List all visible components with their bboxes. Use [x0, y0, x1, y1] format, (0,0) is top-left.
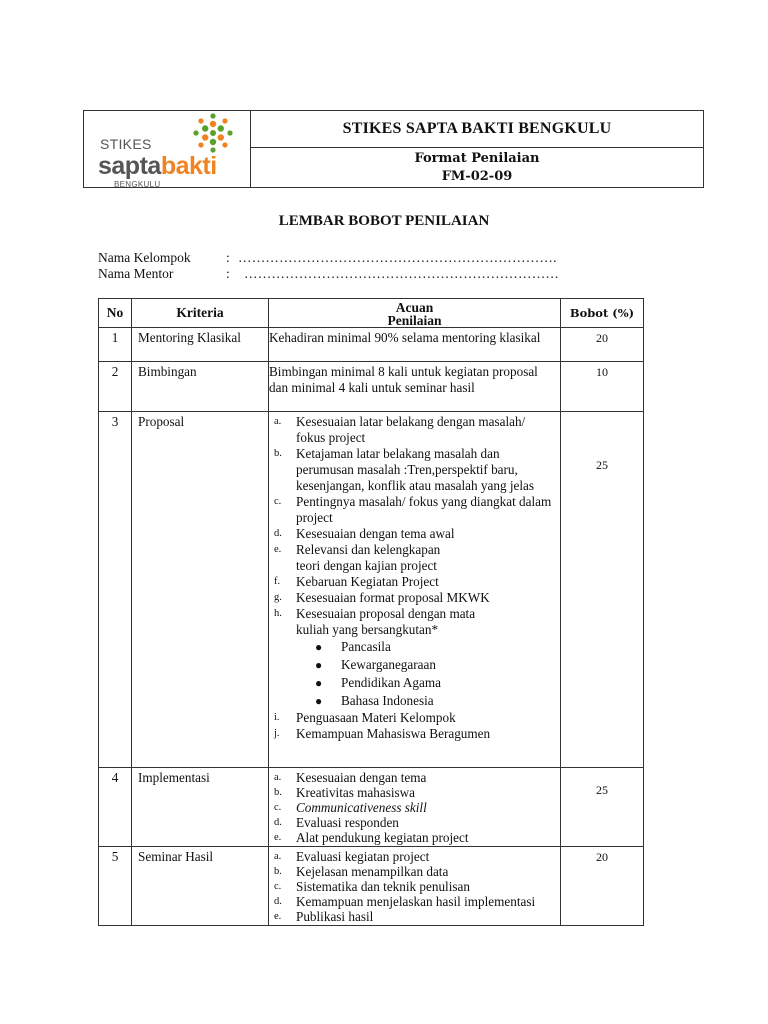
- list-item: h. Kesesuaian proposal dengan mata kuliah yang bersangkutan*: [274, 606, 476, 637]
- proposal-criteria-list: [269, 412, 556, 743]
- row-number: 2: [99, 362, 132, 412]
- list-item: c. Sistematika dan teknik penulisan: [274, 879, 470, 894]
- document-title: LEMBAR BOBOT PENILAIAN: [278, 213, 490, 229]
- row-kriteria: Seminar Hasil: [132, 847, 269, 926]
- table-row: [99, 768, 644, 847]
- logo-wordmark: [98, 152, 217, 181]
- list-item: a. Kesesuaian latar belakang dengan masalah/ fokus project: [274, 414, 526, 445]
- bullet-icon: ●: [315, 676, 323, 690]
- list-item: a. Kesesuaian dengan tema: [274, 770, 427, 785]
- row-acuan: [269, 412, 561, 768]
- bullet-icon: ●: [315, 640, 323, 654]
- bullet-icon: ●: [315, 694, 323, 708]
- bullet-item: ● Kewarganegaraan: [315, 657, 436, 672]
- row-number: 1: [99, 328, 132, 362]
- list-item: g. Kesesuaian format proposal MKWK: [274, 590, 490, 605]
- field-label-nama-kelompok: Nama Kelompok: [98, 250, 191, 265]
- form-title: Format Penilaian: [414, 151, 540, 166]
- row-kriteria: Mentoring Klasikal: [132, 328, 269, 362]
- row-bobot: 20: [561, 847, 644, 926]
- logo-small-text: STIKES: [100, 136, 152, 152]
- bullet-item: ● Pancasila: [315, 639, 391, 654]
- row-bobot: 25: [561, 768, 644, 847]
- table-row: [99, 362, 644, 412]
- flower-logo-icon: [190, 110, 236, 156]
- field-colon: :: [226, 266, 230, 281]
- table-row: [99, 847, 644, 926]
- institution-name: STIKES SAPTA BAKTI BENGKULU: [342, 119, 612, 137]
- row-kriteria: Proposal: [132, 412, 269, 768]
- row-bobot: 25: [561, 412, 644, 768]
- row-bobot: 10: [561, 362, 644, 412]
- field-dots-nama-kelompok[interactable]: …………………………………………………………….: [238, 250, 557, 265]
- field-dots-nama-mentor[interactable]: ……………………………………………………………: [244, 266, 560, 281]
- table-header-row: [99, 299, 644, 328]
- logo-city-text: BENGKULU: [114, 180, 161, 189]
- acuan-text: Bimbingan minimal 8 kali untuk kegiatan proposal dan minimal 4 kali untuk seminar hasil: [269, 364, 538, 395]
- logo-word-part1: sapta: [98, 152, 161, 180]
- row-number: 4: [99, 768, 132, 847]
- form-info: [251, 148, 703, 188]
- logo-word-part2: bakti: [160, 152, 217, 180]
- row-kriteria: Bimbingan: [132, 362, 269, 412]
- seminar-criteria-list: [269, 847, 556, 925]
- list-item: c. Communicativeness skill: [274, 800, 427, 815]
- header-acuan: [269, 299, 561, 328]
- field-colon: :: [226, 250, 230, 265]
- row-bobot: 20: [561, 328, 644, 362]
- table-row: [99, 412, 644, 768]
- list-item: d. Kemampuan menjelaskan hasil implementasi: [274, 894, 536, 909]
- row-kriteria: Implementasi: [132, 768, 269, 847]
- table-row: [99, 328, 644, 362]
- list-item: i. Penguasaan Materi Kelompok: [274, 710, 456, 725]
- list-item: j. Kemampuan Mahasiswa Beragumen: [274, 726, 491, 741]
- list-item: e. Relevansi dan kelengkapan teori dengan kajian project: [274, 542, 441, 573]
- list-item: b. Kreativitas mahasiswa: [274, 785, 416, 800]
- list-item: b. Kejelasan menampilkan data: [274, 864, 449, 879]
- form-code: FM-02-09: [441, 169, 513, 184]
- field-label-nama-mentor: Nama Mentor: [98, 266, 174, 281]
- header-acuan-line2: Penilaian: [387, 312, 442, 328]
- bullet-item: ● Pendidikan Agama: [315, 675, 441, 690]
- row-acuan: [269, 847, 561, 926]
- header-bobot: Bobot (%): [561, 299, 644, 328]
- row-acuan: [269, 328, 561, 362]
- list-item: f. Kebaruan Kegiatan Project: [274, 574, 439, 589]
- list-item: c. Pentingnya masalah/ fokus yang diangkat dalam project: [274, 494, 552, 525]
- row-number: 3: [99, 412, 132, 768]
- row-acuan: [269, 362, 561, 412]
- list-item: e. Alat pendukung kegiatan project: [274, 830, 469, 845]
- acuan-text: Kehadiran minimal 90% selama mentoring klasikal: [269, 330, 541, 345]
- bullet-icon: ●: [315, 658, 323, 672]
- grading-table: [98, 298, 644, 926]
- list-item: a. Evaluasi kegiatan project: [274, 849, 430, 864]
- subject-bullet-list-item: [269, 638, 556, 710]
- list-item: b. Ketajaman latar belakang masalah dan perumusan masalah :Tren,perspektif baru, kesenjangan, konflik atau masalah yang jelas: [274, 446, 535, 493]
- header-no: No: [99, 299, 132, 328]
- header-kriteria: Kriteria: [132, 299, 269, 328]
- implementasi-criteria-list: [269, 768, 556, 846]
- row-number: 5: [99, 847, 132, 926]
- subject-bullet-list: [269, 638, 556, 710]
- bullet-item: ● Bahasa Indonesia: [315, 693, 434, 708]
- list-item: d. Evaluasi responden: [274, 815, 399, 830]
- list-item: e. Publikasi hasil: [274, 909, 374, 924]
- row-acuan: [269, 768, 561, 847]
- list-item: d. Kesesuaian dengan tema awal: [274, 526, 455, 541]
- header-acuan-line1: Acuan: [395, 299, 434, 315]
